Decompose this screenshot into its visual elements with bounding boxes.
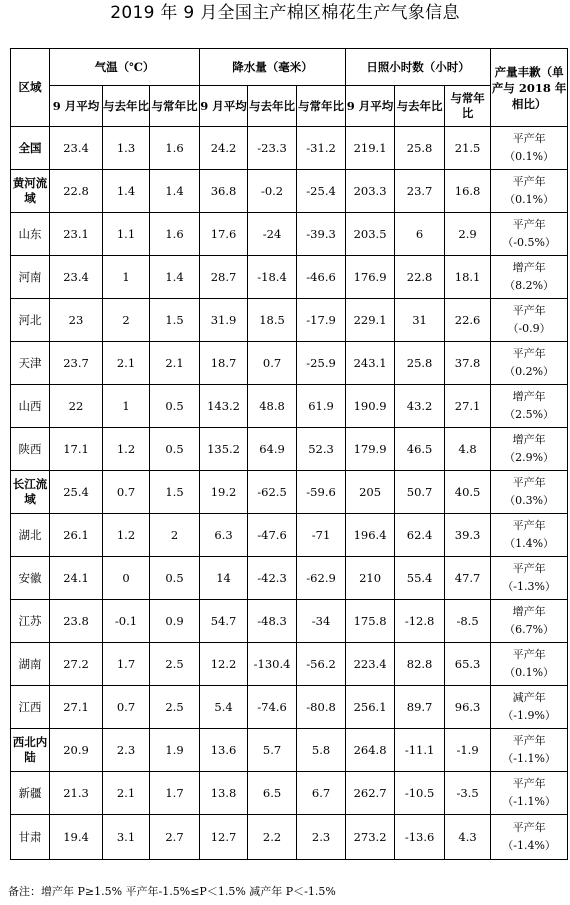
value-cell: 219.1	[346, 127, 395, 170]
value-cell: 17.1	[50, 428, 103, 471]
value-cell: 0.5	[150, 428, 200, 471]
production-value: （0.3%）	[504, 494, 555, 507]
value-cell: 190.9	[346, 385, 395, 428]
value-cell: 27.1	[50, 686, 103, 729]
region-cell: 江西	[11, 686, 50, 729]
value-cell: 61.9	[297, 385, 346, 428]
value-cell: 2.2	[248, 815, 297, 860]
value-cell: 39.3	[445, 514, 491, 557]
value-cell: 143.2	[200, 385, 248, 428]
subheader-cell: 与去年比	[248, 86, 297, 127]
value-cell: 6.5	[248, 772, 297, 815]
value-cell: 1.6	[150, 127, 200, 170]
value-cell: 43.2	[395, 385, 445, 428]
value-cell: 2.7	[150, 815, 200, 860]
value-cell: 54.7	[200, 600, 248, 643]
value-cell: 1.7	[150, 772, 200, 815]
page-title: 2019 年 9 月全国主产棉区棉花生产气象信息	[110, 3, 460, 23]
region-cell: 新疆	[11, 772, 50, 815]
value-cell: -47.6	[248, 514, 297, 557]
value-cell: 1.5	[150, 299, 200, 342]
value-cell: 5.7	[248, 729, 297, 772]
value-cell: 0.7	[248, 342, 297, 385]
value-cell: -62.9	[297, 557, 346, 600]
table-row	[11, 600, 568, 643]
value-cell: 31.9	[200, 299, 248, 342]
value-cell: 2.3	[103, 729, 150, 772]
value-cell: 40.5	[445, 471, 491, 514]
value-cell: 55.4	[395, 557, 445, 600]
value-cell: 25.8	[395, 127, 445, 170]
production-label: 增产年	[512, 433, 546, 446]
value-cell: 64.9	[248, 428, 297, 471]
region-cell: 河北	[11, 299, 50, 342]
production-cell	[491, 772, 568, 815]
subheader-cell: 与去年比	[103, 86, 150, 127]
production-value: （8.2%）	[504, 279, 555, 292]
production-label: 平产年	[512, 777, 546, 790]
value-cell: 25.8	[395, 342, 445, 385]
production-value: （0.1%）	[504, 193, 555, 206]
production-cell	[491, 815, 568, 860]
value-cell: 229.1	[346, 299, 395, 342]
value-cell: 1.2	[103, 514, 150, 557]
production-label: 减产年	[512, 691, 546, 704]
value-cell: 14	[200, 557, 248, 600]
value-cell: 1	[103, 256, 150, 299]
production-cell	[491, 643, 568, 686]
value-cell: 48.8	[248, 385, 297, 428]
region-cell: 湖南	[11, 643, 50, 686]
value-cell: 196.4	[346, 514, 395, 557]
value-cell: 175.8	[346, 600, 395, 643]
value-cell: -62.5	[248, 471, 297, 514]
value-cell: 23.8	[50, 600, 103, 643]
value-cell: 62.4	[395, 514, 445, 557]
value-cell: 50.7	[395, 471, 445, 514]
table-row	[11, 815, 568, 860]
value-cell: 2.1	[150, 342, 200, 385]
table-row	[11, 729, 568, 772]
value-cell: -25.9	[297, 342, 346, 385]
value-cell: 179.9	[346, 428, 395, 471]
value-cell: -59.6	[297, 471, 346, 514]
production-value: （0.1%）	[504, 666, 555, 679]
table-row	[11, 385, 568, 428]
subheader-cell: 与常年比	[297, 86, 346, 127]
table-row	[11, 342, 568, 385]
value-cell: 36.8	[200, 170, 248, 213]
value-cell: -31.2	[297, 127, 346, 170]
production-label: 平产年	[512, 347, 546, 360]
production-cell	[491, 342, 568, 385]
value-cell: 205	[346, 471, 395, 514]
value-cell: 24.2	[200, 127, 248, 170]
production-value: （6.7%）	[504, 623, 555, 636]
value-cell: 21.3	[50, 772, 103, 815]
value-cell: 5.8	[297, 729, 346, 772]
value-cell: 18.5	[248, 299, 297, 342]
value-cell: -17.9	[297, 299, 346, 342]
region-cell: 江苏	[11, 600, 50, 643]
table-row	[11, 557, 568, 600]
table-header	[11, 49, 568, 127]
region-cell: 安徽	[11, 557, 50, 600]
value-cell: 3.1	[103, 815, 150, 860]
value-cell: 4.3	[445, 815, 491, 860]
region-cell: 天津	[11, 342, 50, 385]
value-cell: 22	[50, 385, 103, 428]
region-cell: 山西	[11, 385, 50, 428]
value-cell: 203.5	[346, 213, 395, 256]
value-cell: 0.7	[103, 471, 150, 514]
production-label: 平产年	[512, 132, 546, 145]
value-cell: 19.2	[200, 471, 248, 514]
value-cell: -24	[248, 213, 297, 256]
value-cell: -13.6	[395, 815, 445, 860]
table-body	[11, 127, 568, 860]
value-cell: 262.7	[346, 772, 395, 815]
value-cell: 1.6	[150, 213, 200, 256]
value-cell: 1.2	[103, 428, 150, 471]
value-cell: 1.4	[103, 170, 150, 213]
subheader-cell: 9 月平均	[200, 86, 248, 127]
value-cell: 1.3	[103, 127, 150, 170]
value-cell: 5.4	[200, 686, 248, 729]
value-cell: -48.3	[248, 600, 297, 643]
value-cell: 28.7	[200, 256, 248, 299]
value-cell: -23.3	[248, 127, 297, 170]
temperature-group-header: 气温（℃）	[50, 49, 200, 86]
value-cell: 1.7	[103, 643, 150, 686]
value-cell: 256.1	[346, 686, 395, 729]
production-cell	[491, 471, 568, 514]
value-cell: 96.3	[445, 686, 491, 729]
value-cell: 223.4	[346, 643, 395, 686]
production-label: 增产年	[512, 261, 546, 274]
region-cell: 湖北	[11, 514, 50, 557]
production-cell	[491, 514, 568, 557]
value-cell: 1	[103, 385, 150, 428]
table-row	[11, 428, 568, 471]
value-cell: -130.4	[248, 643, 297, 686]
production-cell	[491, 686, 568, 729]
value-cell: 1.5	[150, 471, 200, 514]
region-cell: 陕西	[11, 428, 50, 471]
value-cell: 23.4	[50, 256, 103, 299]
value-cell: 2.9	[445, 213, 491, 256]
value-cell: 13.6	[200, 729, 248, 772]
value-cell: 210	[346, 557, 395, 600]
table-row	[11, 643, 568, 686]
production-value: （-1.1%）	[502, 752, 556, 765]
value-cell: 25.4	[50, 471, 103, 514]
value-cell: 6	[395, 213, 445, 256]
production-label: 平产年	[512, 175, 546, 188]
value-cell: 27.1	[445, 385, 491, 428]
value-cell: 12.2	[200, 643, 248, 686]
production-label: 平产年	[512, 562, 546, 575]
value-cell: 2	[103, 299, 150, 342]
table-row	[11, 299, 568, 342]
value-cell: 46.5	[395, 428, 445, 471]
value-cell: -25.4	[297, 170, 346, 213]
region-cell: 甘肃	[11, 815, 50, 860]
production-cell	[491, 600, 568, 643]
value-cell: 21.5	[445, 127, 491, 170]
production-value: （-1.1%）	[502, 795, 556, 808]
production-cell	[491, 557, 568, 600]
value-cell: 1.4	[150, 256, 200, 299]
value-cell: 20.9	[50, 729, 103, 772]
table-row	[11, 686, 568, 729]
value-cell: 19.4	[50, 815, 103, 860]
value-cell: -42.3	[248, 557, 297, 600]
production-value: （-0.9）	[507, 322, 551, 335]
production-cell	[491, 729, 568, 772]
production-cell	[491, 428, 568, 471]
value-cell: -74.6	[248, 686, 297, 729]
value-cell: -8.5	[445, 600, 491, 643]
production-value: （0.2%）	[504, 365, 555, 378]
value-cell: 1.1	[103, 213, 150, 256]
value-cell: -12.8	[395, 600, 445, 643]
production-label: 平产年	[512, 218, 546, 231]
production-label: 平产年	[512, 734, 546, 747]
production-value: （-1.4%）	[502, 839, 556, 852]
table-row	[11, 471, 568, 514]
value-cell: -39.3	[297, 213, 346, 256]
value-cell: 6.7	[297, 772, 346, 815]
production-label: 平产年	[512, 519, 546, 532]
value-cell: 27.2	[50, 643, 103, 686]
subheader-cell: 与去年比	[395, 86, 445, 127]
value-cell: -80.8	[297, 686, 346, 729]
value-cell: 22.8	[50, 170, 103, 213]
subheader-cell: 与常年比	[150, 86, 200, 127]
value-cell: -71	[297, 514, 346, 557]
value-cell: 0.5	[150, 385, 200, 428]
value-cell: 0.5	[150, 557, 200, 600]
table-row	[11, 256, 568, 299]
value-cell: 4.8	[445, 428, 491, 471]
value-cell: 2.5	[150, 643, 200, 686]
cotton-weather-table	[10, 48, 568, 860]
value-cell: 1.9	[150, 729, 200, 772]
production-header: 产量丰歉（单产与 2018 年相比）	[491, 49, 568, 127]
production-label: 增产年	[512, 390, 546, 403]
value-cell: 13.8	[200, 772, 248, 815]
region-cell: 西北内陆	[11, 729, 50, 772]
production-value: （2.5%）	[504, 408, 555, 421]
value-cell: 17.6	[200, 213, 248, 256]
value-cell: 0	[103, 557, 150, 600]
value-cell: 18.1	[445, 256, 491, 299]
value-cell: -56.2	[297, 643, 346, 686]
value-cell: 135.2	[200, 428, 248, 471]
production-value: （-0.5%）	[502, 236, 556, 249]
region-header: 区域	[11, 49, 50, 127]
subheader-cell: 9 月平均	[50, 86, 103, 127]
value-cell: 23.4	[50, 127, 103, 170]
production-label: 增产年	[512, 605, 546, 618]
value-cell: 2.3	[297, 815, 346, 860]
value-cell: 203.3	[346, 170, 395, 213]
value-cell: -18.4	[248, 256, 297, 299]
value-cell: 2.1	[103, 772, 150, 815]
production-value: （-1.9%）	[502, 709, 556, 722]
value-cell: 82.8	[395, 643, 445, 686]
value-cell: 2.1	[103, 342, 150, 385]
value-cell: 89.7	[395, 686, 445, 729]
value-cell: 273.2	[346, 815, 395, 860]
subheader-cell: 9 月平均	[346, 86, 395, 127]
production-value: （-1.3%）	[502, 580, 556, 593]
value-cell: 243.1	[346, 342, 395, 385]
region-cell: 长江流域	[11, 471, 50, 514]
value-cell: 26.1	[50, 514, 103, 557]
production-value: （0.1%）	[504, 150, 555, 163]
region-cell: 河南	[11, 256, 50, 299]
production-value: （2.9%）	[504, 451, 555, 464]
footnote: 备注：增产年 P≥1.5% 平产年-1.5%≤P＜1.5% 减产年 P＜-1.5%	[8, 885, 336, 898]
table-row	[11, 127, 568, 170]
region-cell: 全国	[11, 127, 50, 170]
value-cell: 2	[150, 514, 200, 557]
value-cell: 23.7	[50, 342, 103, 385]
value-cell: 22.6	[445, 299, 491, 342]
value-cell: 16.8	[445, 170, 491, 213]
value-cell: 2.5	[150, 686, 200, 729]
value-cell: -46.6	[297, 256, 346, 299]
table-row	[11, 772, 568, 815]
value-cell: -3.5	[445, 772, 491, 815]
production-cell	[491, 256, 568, 299]
value-cell: 1.4	[150, 170, 200, 213]
value-cell: 23	[50, 299, 103, 342]
production-cell	[491, 170, 568, 213]
sunshine-group-header: 日照小时数（小时）	[346, 49, 491, 86]
table-row	[11, 213, 568, 256]
production-value: （1.4%）	[504, 537, 555, 550]
production-cell	[491, 213, 568, 256]
value-cell: 23.1	[50, 213, 103, 256]
region-cell: 黄河流域	[11, 170, 50, 213]
value-cell: 0.7	[103, 686, 150, 729]
production-label: 平产年	[512, 476, 546, 489]
value-cell: 24.1	[50, 557, 103, 600]
production-cell	[491, 385, 568, 428]
value-cell: 0.9	[150, 600, 200, 643]
value-cell: 52.3	[297, 428, 346, 471]
value-cell: -34	[297, 600, 346, 643]
value-cell: 31	[395, 299, 445, 342]
value-cell: 23.7	[395, 170, 445, 213]
value-cell: -1.9	[445, 729, 491, 772]
precipitation-group-header: 降水量（毫米）	[200, 49, 346, 86]
production-cell	[491, 127, 568, 170]
production-label: 平产年	[512, 648, 546, 661]
table-row	[11, 514, 568, 557]
production-label: 平产年	[512, 821, 546, 834]
value-cell: 176.9	[346, 256, 395, 299]
value-cell: 6.3	[200, 514, 248, 557]
value-cell: -0.2	[248, 170, 297, 213]
value-cell: 65.3	[445, 643, 491, 686]
value-cell: 22.8	[395, 256, 445, 299]
value-cell: -10.5	[395, 772, 445, 815]
subheader-cell: 与常年比	[445, 86, 491, 127]
value-cell: 47.7	[445, 557, 491, 600]
value-cell: 37.8	[445, 342, 491, 385]
value-cell: 12.7	[200, 815, 248, 860]
value-cell: -11.1	[395, 729, 445, 772]
value-cell: 264.8	[346, 729, 395, 772]
production-label: 平产年	[512, 304, 546, 317]
production-cell	[491, 299, 568, 342]
region-cell: 山东	[11, 213, 50, 256]
table-row	[11, 170, 568, 213]
value-cell: -0.1	[103, 600, 150, 643]
value-cell: 18.7	[200, 342, 248, 385]
